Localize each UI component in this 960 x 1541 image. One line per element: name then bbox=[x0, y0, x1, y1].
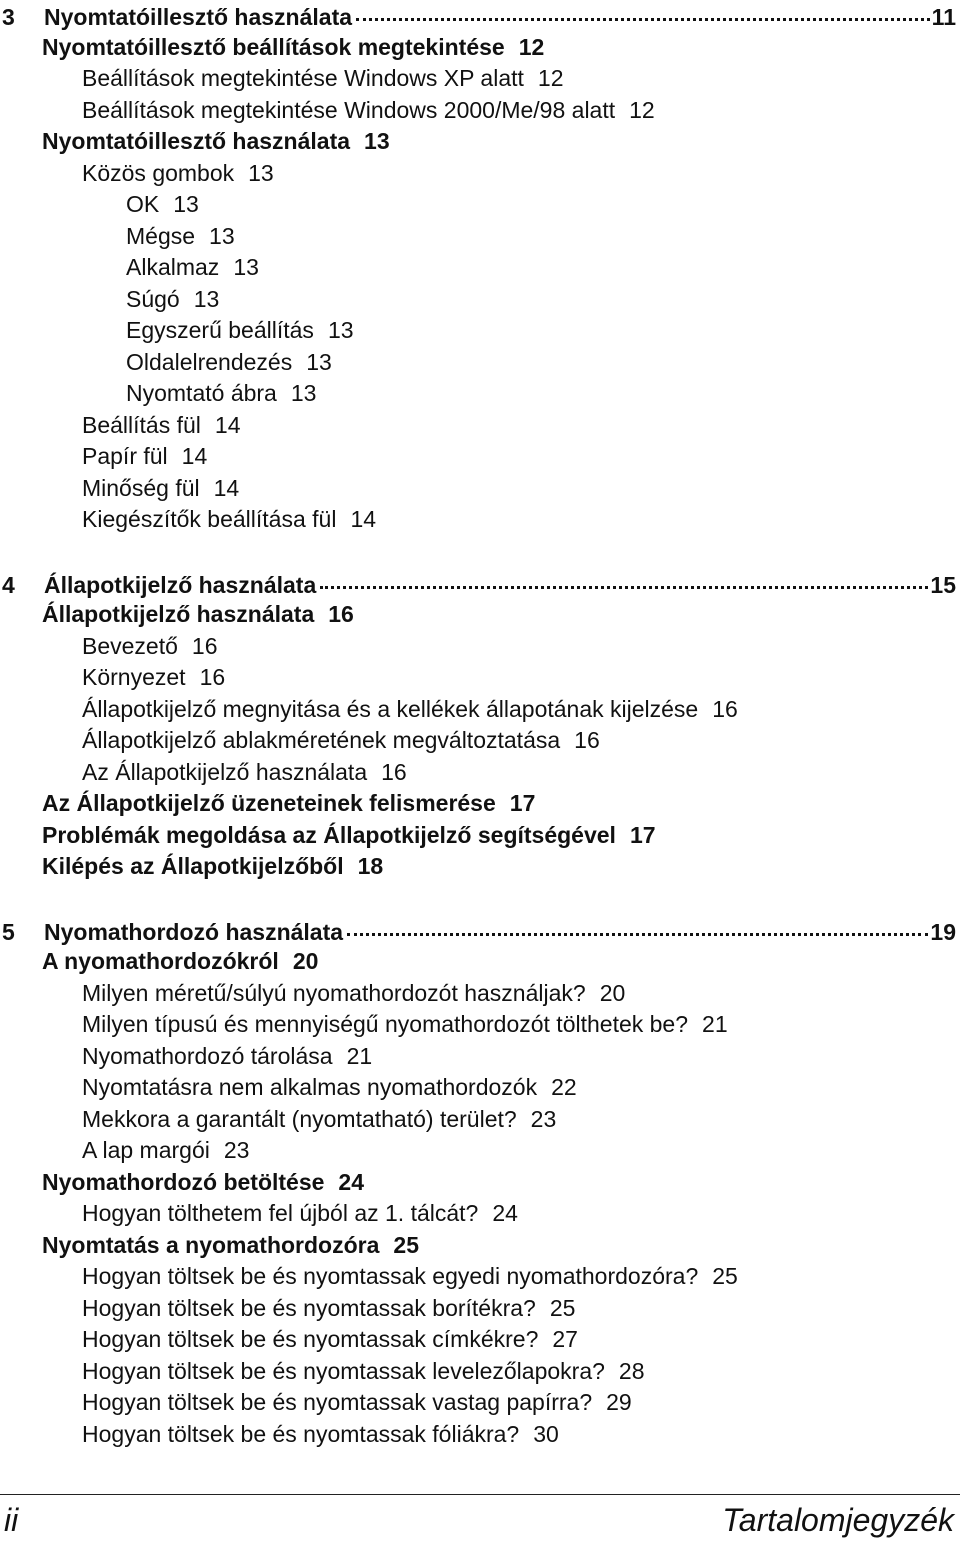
toc-entry-level-1[interactable] bbox=[42, 599, 354, 629]
toc-entry-text: Nyomtatásra nem alkalmas nyomathordozók bbox=[82, 1074, 538, 1100]
toc-entry-page-number: 22 bbox=[551, 1074, 577, 1100]
footer-divider bbox=[0, 1494, 960, 1495]
toc-entry-level-1[interactable] bbox=[42, 851, 383, 881]
toc-entry-page-number: 13 bbox=[248, 159, 274, 186]
toc-entry-level-2[interactable] bbox=[82, 63, 564, 93]
toc-entry-text: A nyomathordozókról bbox=[42, 948, 279, 974]
toc-entry-level-2[interactable] bbox=[82, 504, 376, 534]
toc-entry-page-number: 17 bbox=[629, 821, 656, 848]
toc-entry-level-3[interactable] bbox=[126, 315, 354, 345]
toc-entry-level-1[interactable] bbox=[42, 1167, 364, 1197]
chapter-title: Nyomtatóillesztő használata bbox=[44, 4, 353, 30]
toc-entry-text: Milyen méretű/súlyú nyomathordozót használjak? bbox=[82, 979, 586, 1006]
toc-entry-level-1[interactable] bbox=[42, 1230, 419, 1260]
toc-entry-text: Hogyan töltsek be és nyomtassak vastag papírra? bbox=[82, 1389, 593, 1415]
chapter-heading[interactable] bbox=[0, 915, 960, 945]
toc-entry-text: Kilépés az Állapotkijelzőből bbox=[42, 853, 344, 879]
toc-entry-page-number: 13 bbox=[306, 348, 332, 375]
toc-entry-level-3[interactable] bbox=[126, 252, 259, 282]
toc-entry-text: Hogyan töltsek be és nyomtassak borítékra? bbox=[82, 1294, 536, 1321]
chapter-title: Állapotkijelző használata bbox=[44, 571, 317, 598]
toc-entry-text: Beállítások megtekintése Windows 2000/Me/98 alatt bbox=[82, 96, 616, 123]
toc-entry-page-number: 25 bbox=[549, 1294, 576, 1321]
toc-entry-text: Hogyan töltsek be és nyomtassak egyedi nyomathordozóra? bbox=[82, 1263, 699, 1289]
toc-entry-level-3[interactable] bbox=[126, 221, 235, 251]
toc-entry-level-2[interactable] bbox=[82, 662, 225, 692]
toc-entry-page-number: 16 bbox=[191, 632, 218, 659]
toc-entry-text: Mégse bbox=[126, 222, 196, 249]
toc-entry-page-number: 13 bbox=[233, 254, 259, 280]
toc-entry-page-number: 27 bbox=[552, 1326, 578, 1352]
footer-page-number: ii bbox=[4, 1502, 19, 1538]
toc-entry-level-2[interactable] bbox=[82, 158, 274, 188]
toc-entry-page-number: 29 bbox=[606, 1389, 632, 1415]
toc-entry-level-2[interactable] bbox=[82, 694, 738, 724]
toc-entry-page-number: 16 bbox=[381, 758, 407, 785]
toc-entry-level-3[interactable] bbox=[126, 347, 332, 377]
toc-entry-level-3[interactable] bbox=[126, 378, 316, 408]
toc-entry-text: OK bbox=[126, 191, 160, 217]
toc-entry-page-number: 17 bbox=[509, 790, 536, 816]
toc-entry-level-2[interactable] bbox=[82, 95, 655, 125]
toc-entry-page-number: 24 bbox=[492, 1200, 518, 1226]
toc-entry-level-2[interactable] bbox=[82, 1261, 738, 1291]
toc-entry-page-number: 13 bbox=[290, 380, 317, 406]
dot-leader bbox=[347, 911, 928, 936]
toc-entry-level-2[interactable] bbox=[82, 1072, 577, 1102]
toc-entry-text: Beállítások megtekintése Windows XP alatt bbox=[82, 65, 524, 91]
toc-entry-text: Papír fül bbox=[82, 443, 168, 469]
toc-entry-page-number: 20 bbox=[599, 979, 626, 1006]
toc-entry-text: Hogyan töltsek be és nyomtassak levelezőlapokra? bbox=[82, 1357, 605, 1384]
toc-entry-text: Hogyan töltsek be és nyomtassak címkékre? bbox=[82, 1326, 539, 1352]
toc-entry-text: Egyszerű beállítás bbox=[126, 317, 314, 343]
toc-entry-text: Alkalmaz bbox=[126, 254, 220, 280]
chapter-page-number: 19 bbox=[930, 918, 956, 945]
toc-entry-page-number: 28 bbox=[618, 1357, 645, 1384]
toc-entry-page-number: 14 bbox=[350, 506, 377, 532]
toc-entry-page-number: 16 bbox=[199, 664, 226, 690]
toc-entry-text: Közös gombok bbox=[82, 159, 235, 186]
toc-entry-level-2[interactable] bbox=[82, 1041, 372, 1071]
toc-entry-page-number: 13 bbox=[327, 317, 354, 343]
toc-entry-text: Környezet bbox=[82, 664, 186, 690]
toc-entry-page-number: 24 bbox=[338, 1168, 365, 1195]
toc-entry-level-1[interactable] bbox=[42, 32, 544, 62]
toc-entry-page-number: 18 bbox=[357, 853, 384, 879]
toc-entry-text: Az Állapotkijelző üzeneteinek felismerése bbox=[42, 790, 496, 816]
toc-entry-text: Nyomtatás a nyomathordozóra bbox=[42, 1231, 380, 1258]
dot-leader bbox=[356, 0, 930, 21]
toc-entry-level-2[interactable] bbox=[82, 725, 600, 755]
toc-entry-text: Nyomtatóillesztő használata bbox=[42, 128, 351, 154]
toc-entry-level-1[interactable] bbox=[42, 946, 318, 976]
toc-entry-page-number: 13 bbox=[173, 191, 199, 217]
toc-entry-text: Állapotkijelző megnyitása és a kellékek állapotának kijelzése bbox=[82, 695, 699, 722]
toc-entry-text: Milyen típusú és mennyiségű nyomathordozót tölthetek be? bbox=[82, 1011, 689, 1037]
chapter-heading[interactable] bbox=[0, 0, 960, 30]
toc-entry-level-1[interactable] bbox=[42, 126, 390, 156]
toc-entry-page-number: 16 bbox=[328, 601, 354, 627]
toc-entry-level-2[interactable] bbox=[82, 473, 239, 503]
toc-entry-level-2[interactable] bbox=[82, 1387, 632, 1417]
toc-entry-level-2[interactable] bbox=[82, 1356, 645, 1386]
toc-entry-page-number: 13 bbox=[364, 128, 390, 154]
toc-entry-level-1[interactable] bbox=[42, 788, 535, 818]
chapter-page-number: 11 bbox=[931, 4, 956, 30]
toc-entry-page-number: 16 bbox=[712, 695, 738, 722]
toc-entry-level-2[interactable] bbox=[82, 441, 207, 471]
chapter-page-number: 15 bbox=[930, 571, 956, 598]
footer-section-title: Tartalomjegyzék bbox=[722, 1502, 954, 1538]
toc-entry-text: Oldalelrendezés bbox=[126, 348, 293, 375]
toc-entry-page-number: 21 bbox=[346, 1042, 373, 1069]
toc-entry-level-3[interactable] bbox=[126, 189, 199, 219]
toc-entry-level-2[interactable] bbox=[82, 1009, 728, 1039]
toc-entry-page-number: 14 bbox=[181, 443, 208, 469]
toc-entry-level-2[interactable] bbox=[82, 1324, 578, 1354]
chapter-title: Nyomathordozó használata bbox=[44, 918, 344, 945]
toc-entry-text: Hogyan töltsek be és nyomtassak fóliákra? bbox=[82, 1420, 520, 1447]
toc-entry-level-2[interactable] bbox=[82, 978, 625, 1008]
toc-entry-page-number: 12 bbox=[518, 33, 545, 60]
toc-entry-level-2[interactable] bbox=[82, 1419, 559, 1449]
toc-entry-page-number: 14 bbox=[213, 474, 240, 501]
toc-entry-page-number: 13 bbox=[209, 222, 235, 249]
toc-entry-level-2[interactable] bbox=[82, 631, 218, 661]
dot-leader bbox=[320, 564, 928, 589]
toc-entry-text: Nyomathordozó tárolása bbox=[82, 1042, 333, 1069]
toc-entry-level-2[interactable] bbox=[82, 1198, 518, 1228]
toc-entry-level-1[interactable] bbox=[42, 820, 656, 850]
toc-entry-page-number: 21 bbox=[702, 1011, 728, 1037]
toc-entry-page-number: 12 bbox=[629, 96, 655, 123]
toc-entry-text: Súgó bbox=[126, 285, 180, 312]
toc-entry-text: Nyomtatóillesztő beállítások megtekintése bbox=[42, 33, 505, 60]
toc-entry-level-3[interactable] bbox=[126, 284, 219, 314]
toc-entry-text: Állapotkijelző ablakméretének megváltoztatása bbox=[82, 727, 561, 753]
toc-entry-page-number: 14 bbox=[214, 411, 241, 438]
toc-entry-level-2[interactable] bbox=[82, 410, 241, 440]
toc-entry-text: Mekkora a garantált (nyomtatható) terület? bbox=[82, 1105, 517, 1132]
toc-entry-page-number: 25 bbox=[393, 1231, 419, 1258]
chapter-number: 3 bbox=[2, 4, 15, 30]
toc-entry-page-number: 13 bbox=[193, 285, 220, 312]
toc-entry-page-number: 30 bbox=[533, 1420, 559, 1447]
toc-entry-page-number: 23 bbox=[223, 1137, 250, 1163]
toc-entry-text: Minőség fül bbox=[82, 474, 200, 501]
chapter-number: 4 bbox=[2, 571, 15, 598]
toc-entry-text: Nyomathordozó betöltése bbox=[42, 1168, 325, 1195]
toc-entry-level-2[interactable] bbox=[82, 757, 407, 787]
toc-entry-text: Hogyan tölthetem fel újból az 1. tálcát? bbox=[82, 1200, 479, 1226]
toc-entry-page-number: 25 bbox=[712, 1263, 738, 1289]
toc-entry-level-2[interactable] bbox=[82, 1293, 575, 1323]
toc-entry-level-2[interactable] bbox=[82, 1104, 556, 1134]
toc-entry-page-number: 20 bbox=[292, 948, 319, 974]
toc-entry-text: A lap margói bbox=[82, 1137, 210, 1163]
chapter-heading[interactable] bbox=[0, 568, 960, 598]
toc-entry-text: Kiegészítők beállítása fül bbox=[82, 506, 337, 532]
toc-entry-text: Nyomtató ábra bbox=[126, 380, 277, 406]
chapter-number: 5 bbox=[2, 918, 15, 945]
toc-entry-page-number: 23 bbox=[530, 1105, 557, 1132]
toc-entry-text: Problémák megoldása az Állapotkijelző segítségével bbox=[42, 821, 616, 848]
toc-entry-text: Beállítás fül bbox=[82, 411, 201, 438]
toc-entry-page-number: 16 bbox=[574, 727, 600, 753]
toc-entry-text: Az Állapotkijelző használata bbox=[82, 758, 368, 785]
toc-entry-page-number: 12 bbox=[537, 65, 564, 91]
toc-entry-text: Bevezető bbox=[82, 632, 178, 659]
toc-entry-text: Állapotkijelző használata bbox=[42, 601, 315, 627]
toc-entry-level-2[interactable] bbox=[82, 1135, 249, 1165]
